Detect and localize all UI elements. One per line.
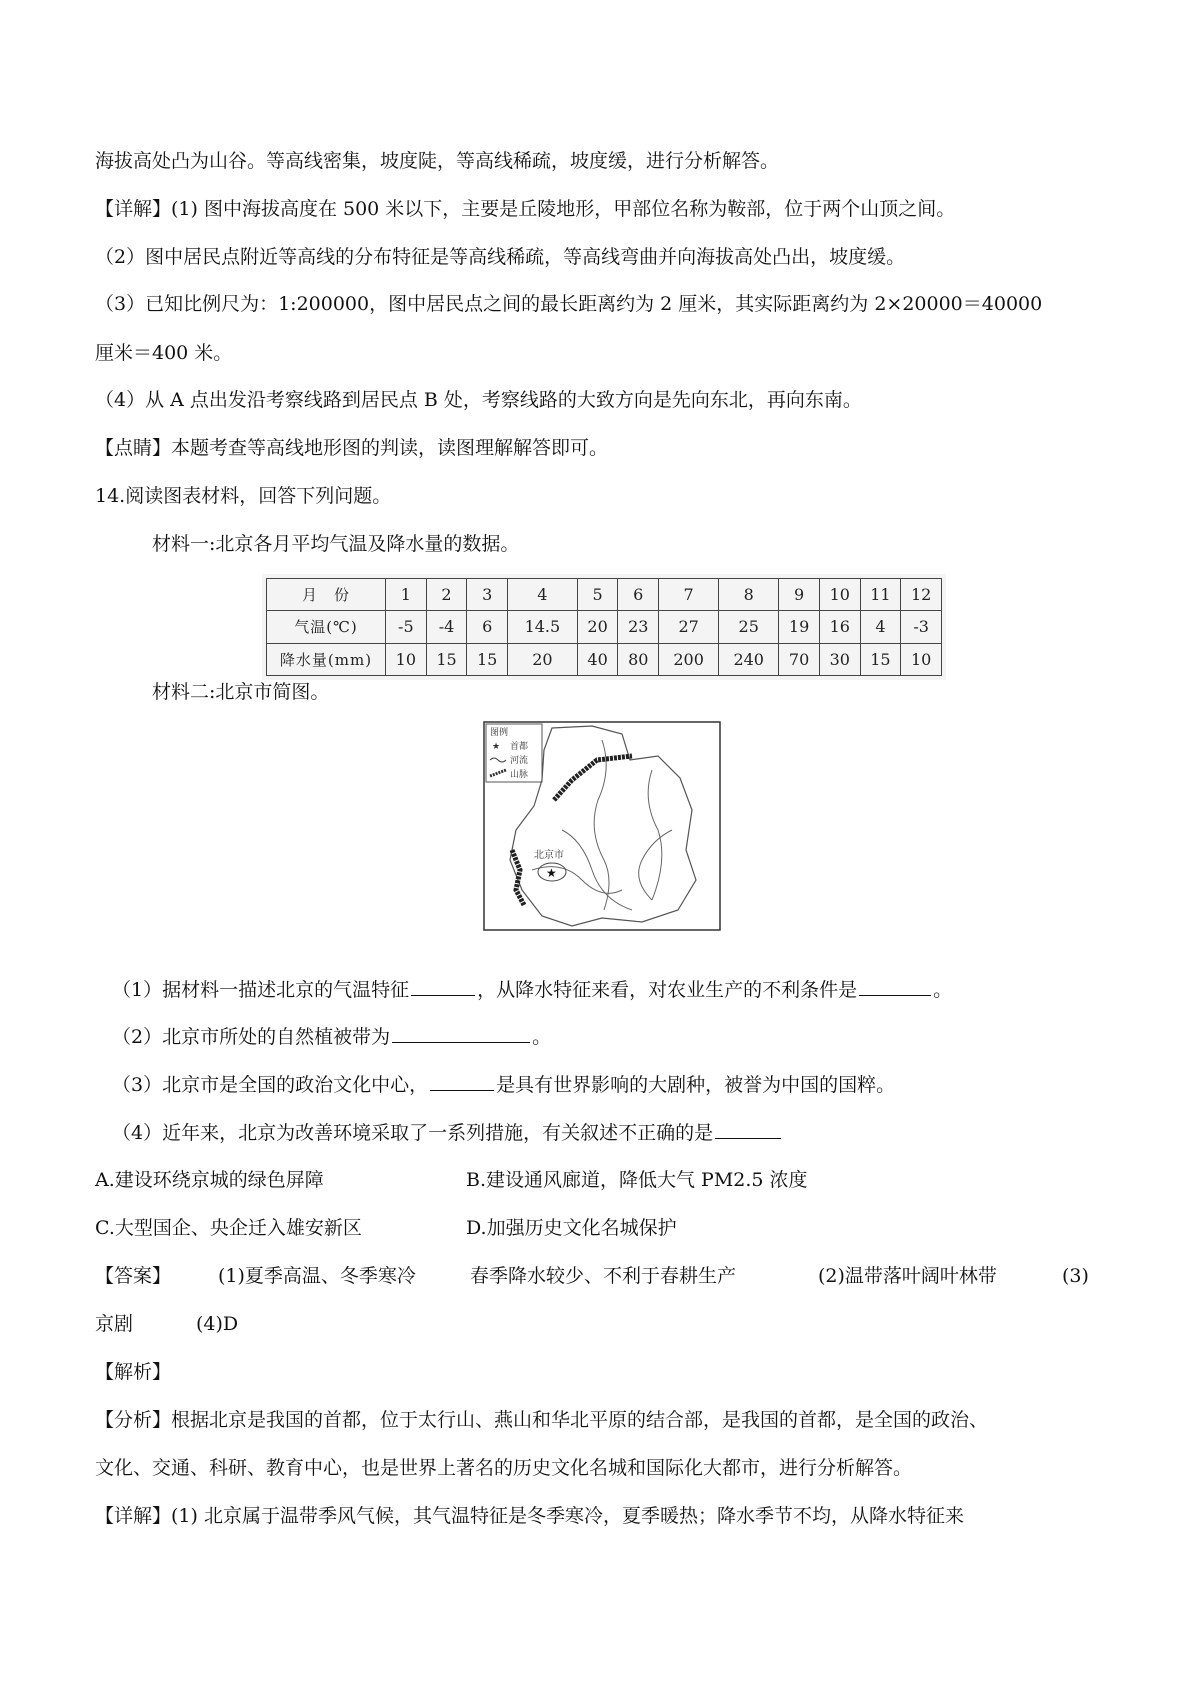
climate-data-table: [262, 574, 946, 680]
text-line: 【详解】(1) 图中海拔高度在 500 米以下，主要是丘陵地形，甲部位名称为鞍部，位于两个山顶之间。: [95, 198, 956, 220]
table-cell: 10: [819, 579, 860, 611]
table-row: [267, 611, 942, 643]
table-cell: 10: [901, 643, 942, 675]
question-2: （2）北京市所处的自然植被带为 。: [112, 1022, 1200, 1051]
table-cell: 16: [819, 611, 860, 643]
table-cell: 20: [508, 643, 578, 675]
table-cell: 15: [860, 643, 901, 675]
city-label: 北京市: [534, 850, 564, 861]
answer-blank: [430, 1070, 494, 1091]
table-row: [267, 579, 942, 611]
table-cell: 6: [467, 611, 508, 643]
table-cell: 4: [508, 579, 578, 611]
answer-blank: [715, 1118, 781, 1139]
table-cell: 20: [577, 611, 618, 643]
table-cell: 23: [618, 611, 659, 643]
table-cell: -4: [426, 611, 467, 643]
table-cell: 40: [577, 643, 618, 675]
table-cell: 8: [719, 579, 779, 611]
question-3: （3）北京市是全国的政治文化中心， 是具有世界影响的大剧种，被誉为中国的国粹。: [112, 1070, 1200, 1099]
option-b: B.建设通风廊道，降低大气 PM2.5 浓度: [466, 1169, 808, 1191]
text-line: 文化、交通、科研、教育中心，也是世界上著名的历史文化名城和国际化大都市，进行分析解答。: [95, 1457, 913, 1479]
answer-1a: (1)夏季高温、冬季寒冷: [218, 1265, 416, 1287]
table-cell: 2: [426, 579, 467, 611]
table-row: [267, 643, 942, 675]
text-line: 【点睛】本题考查等高线地形图的判读，读图理解解答即可。: [95, 437, 609, 459]
answer-3: 京剧: [95, 1313, 134, 1335]
option-c: C.大型国企、央企迁入雄安新区: [95, 1217, 362, 1239]
table-cell: 10: [386, 643, 427, 675]
question-1: （1）据材料一描述北京的气温特征 ，从降水特征来看，对农业生产的不利条件是 。: [112, 975, 1200, 1004]
table-header-cell: 气温(℃): [267, 611, 386, 643]
text-line: 【详解】(1) 北京属于温带季风气候，其气温特征是冬季寒冷，夏季暖热；降水季节不均，从降水特征来: [95, 1505, 964, 1527]
answer-blank: [859, 975, 931, 996]
legend-title: 图例: [490, 728, 509, 738]
option-a: A.建设环绕京城的绿色屏障: [95, 1169, 324, 1191]
table-cell: 3: [467, 579, 508, 611]
table-cell: 27: [659, 611, 719, 643]
table-cell: 240: [719, 643, 779, 675]
answer-2: (2)温带落叶阔叶林带: [818, 1265, 997, 1287]
table-cell: -3: [901, 611, 942, 643]
table-cell: 7: [659, 579, 719, 611]
table-cell: 12: [901, 579, 942, 611]
text-line: 厘米＝400 米。: [95, 342, 233, 364]
answer-1b: 春季降水较少、不利于春耕生产: [470, 1265, 737, 1287]
table-header-cell: 月 份: [267, 579, 386, 611]
analysis-label: 【解析】: [95, 1361, 172, 1383]
text-line: 【分析】根据北京是我国的首都，位于太行山、燕山和华北平原的结合部，是我国的首都，是全国的政治、: [95, 1409, 989, 1431]
answer-label: 【答案】: [95, 1265, 172, 1287]
material-two-caption: 材料二:北京市简图。: [152, 681, 330, 703]
table-cell: 15: [467, 643, 508, 675]
table-cell: 1: [386, 579, 427, 611]
beijing-sketch-map: [482, 720, 722, 932]
legend-capital: 首都: [510, 742, 529, 752]
text-line: （4）从 A 点出发沿考察线路到居民点 B 处，考察线路的大致方向是先向东北，再向东南。: [95, 389, 862, 411]
option-d: D.加强历史文化名城保护: [466, 1217, 677, 1239]
material-one-caption: 材料一:北京各月平均气温及降水量的数据。: [152, 533, 520, 555]
question-4: （4）近年来，北京为改善环境采取了一系列措施，有关叙述不正确的是: [112, 1118, 1200, 1147]
text-line: 海拔高处凸为山谷。等高线密集，坡度陡，等高线稀疏，坡度缓，进行分析解答。: [95, 150, 780, 172]
star-icon: ★: [492, 742, 501, 752]
answer-blank: [411, 975, 475, 996]
text-line: （3）已知比例尺为：1:200000，图中居民点之间的最长距离约为 2 厘米，其实际距离约为 2×20000＝40000: [95, 293, 1043, 315]
table-cell: 4: [860, 611, 901, 643]
table-cell: -5: [386, 611, 427, 643]
table-header-cell: 降水量(mm): [267, 643, 386, 675]
table-cell: 9: [779, 579, 820, 611]
answer-4: (4)D: [196, 1313, 239, 1335]
capital-star-icon: ★: [546, 866, 557, 880]
table-cell: 19: [779, 611, 820, 643]
table-cell: 30: [819, 643, 860, 675]
table-cell: 25: [719, 611, 779, 643]
table-cell: 15: [426, 643, 467, 675]
legend-mountain: 山脉: [510, 770, 529, 780]
legend-river: 河流: [510, 756, 529, 766]
answer-3-num: (3): [1062, 1265, 1089, 1287]
table-cell: 5: [577, 579, 618, 611]
question-heading: 14.阅读图表材料，回答下列问题。: [95, 485, 392, 507]
answer-blank: [392, 1022, 530, 1043]
table-cell: 11: [860, 579, 901, 611]
table-cell: 14.5: [508, 611, 578, 643]
table-cell: 80: [618, 643, 659, 675]
text-line: （2）图中居民点附近等高线的分布特征是等高线稀疏，等高线弯曲并向海拔高处凸出，坡度缓。: [95, 246, 906, 268]
table-cell: 6: [618, 579, 659, 611]
table-cell: 200: [659, 643, 719, 675]
table-cell: 70: [779, 643, 820, 675]
